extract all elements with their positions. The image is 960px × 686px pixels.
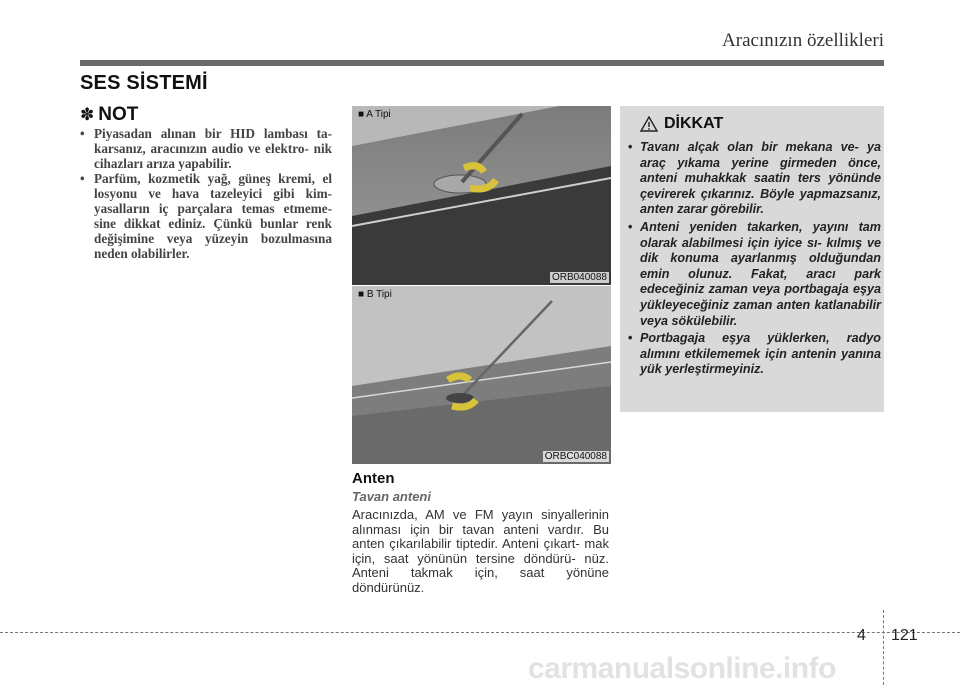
asterisk-icon: ✽ xyxy=(80,105,95,124)
roof-antenna-a-illustration xyxy=(352,106,611,285)
header-rule xyxy=(80,60,884,66)
caution-heading-label: DİKKAT xyxy=(664,115,724,132)
image-code: ORB040088 xyxy=(551,272,607,283)
roof-antenna-b-illustration xyxy=(352,286,611,464)
image-label: ■ A Tipi xyxy=(358,109,391,120)
anten-heading: Anten xyxy=(352,470,395,487)
section-title: SES SİSTEMİ xyxy=(80,72,208,94)
anten-body: Aracınızda, AM ve FM yayın sinyallerinin alınması için bir tavan anteni vardır. Bu anten çıkarılabilir tiptedir. Anteni çıkart- mak için, saat yönünün tersine döndürü- nüz. Anteni takmak için, saat yönüne döndürünüz. xyxy=(352,507,609,595)
chapter-number: 4 xyxy=(857,627,866,644)
note-item: • Parfüm, kozmetik yağ, güneş kremi, el losyonu ve hava tazeleyici gibi kim- yasalların iç parçalara temas etmeme- sine dikkat ediniz. Çünkü bunlar renk değişimine veya yüzeyin bozulmasına neden olabilirler. xyxy=(80,171,332,261)
caution-heading xyxy=(640,115,723,133)
note-heading xyxy=(80,104,138,126)
caution-item: • Portbagaja eşya yüklerken, radyo alımını etkilememek için antenin yanına yük yerleştirmeyiniz. xyxy=(626,331,881,378)
caution-item: • Anteni yeniden takarken, yayını tam olarak alabilmesi için iyice sı- kılmış ve dik konuma ayarlanmış olduğundan emin olunuz. Fakat, aracı park edeceğiniz zaman veya portbagaja eşya yükleyeceğiniz zaman anten katlanabilir veya sökülebilir. xyxy=(626,220,881,329)
watermark: carmanualsonline.info xyxy=(528,652,836,685)
caution-list xyxy=(626,140,881,380)
antenna-type-b-photo xyxy=(352,286,611,464)
note-item: • Piyasadan alınan bir HID lambası ta- karsanız, aracınızın audio ve elektro- nik cihazları arıza yapabilir. xyxy=(80,126,332,171)
note-list xyxy=(80,126,332,261)
note-heading-label: NOT xyxy=(98,104,139,125)
anten-subheading: Tavan anteni xyxy=(352,489,431,504)
warning-icon xyxy=(640,116,658,132)
antenna-type-a-photo xyxy=(352,106,611,285)
image-code: ORBC040088 xyxy=(544,451,607,462)
footer-divider xyxy=(0,632,960,633)
header-title: Aracınızın özellikleri xyxy=(722,30,884,51)
footer-vertical-divider xyxy=(883,610,884,685)
page-number: 121 xyxy=(891,627,918,644)
image-label: ■ B Tipi xyxy=(358,289,392,300)
caution-item: • Tavanı alçak olan bir mekana ve- ya araç yıkama yerine girmeden önce, anteni muhakkak saatin ters yönünde çevirerek çıkarınız. Böyle yapmazsanız, anten zarar görebilir. xyxy=(626,140,881,218)
